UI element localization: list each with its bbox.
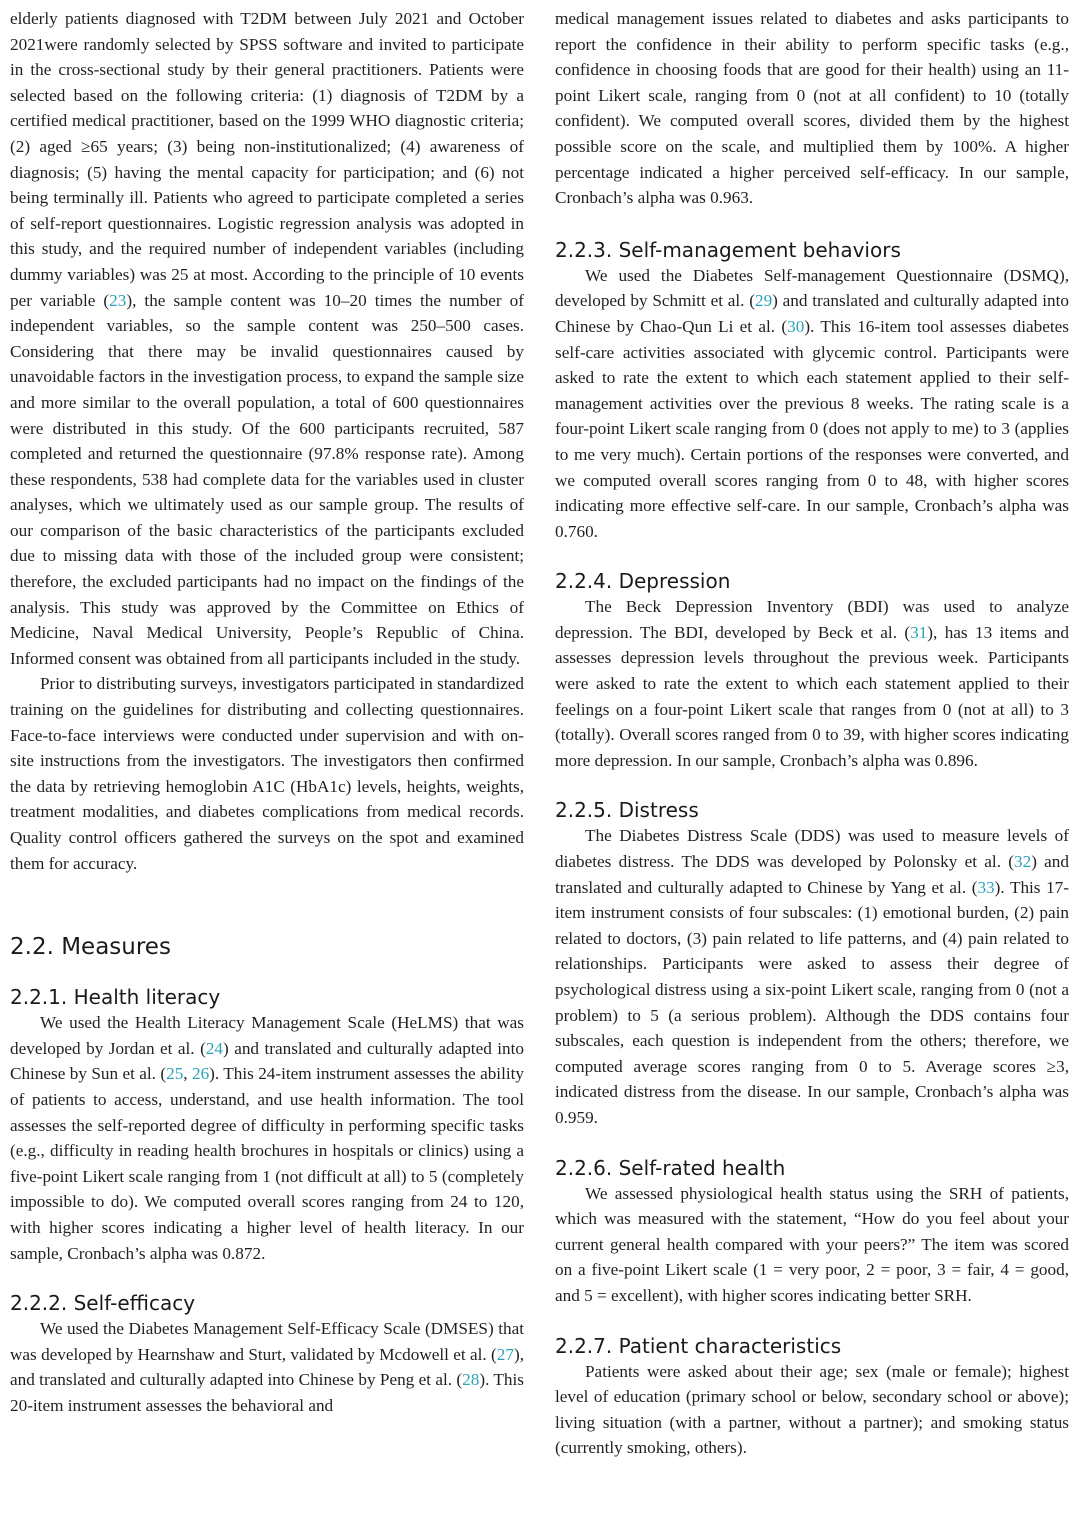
paragraph-health-literacy: We used the Health Literacy Management Scale (HeLMS) that was developed by Jordan et al. (24) and translated and culturally adapted into Chinese by Sun et al. (25, 26). This 24-item instrument assesses the ability of patients to access, understand, and use health information. The tool assesses the self-reported degree of difficulty in performing specific tasks (e.g., difficulty in reading health brochures in hospitals or clinics) using a five-point Likert scale ranging from 1 (not difficult at all) to 5 (completely impossible to do). We computed overall scores ranging from 24 to 120, with higher scores indicating a higher level of health literacy. In our sample, Cronbach’s alpha was 0.872. <box>10 1013 525 1263</box>
section-heading-measures: 2.2. Measures <box>10 934 171 961</box>
subsection-heading-self-management: 2.2.3. Self-management behaviors <box>555 237 901 262</box>
paragraph-self-management: We used the Diabetes Self-management Questionnaire (DSMQ), developed by Schmitt et al. (29) and translated and culturally adapted into Chinese by Chao-Qun Li et al. (30). This 16-item tool assesses diabetes self-care activities associated with glycemic control. Participants were asked to rate the extent to which each statement applied to their self-management activities over the previous 8 weeks. The rating scale is a four-point Likert scale ranging from 0 (does not apply to me) to 3 (applies to me very much). Certain portions of the responses were converted, and we computed overall scores ranging from 0 to 48, with higher scores indicating more effective self-care. In our sample, Cronbach’s alpha was 0.760. <box>555 265 1070 541</box>
citation-link[interactable]: 31 <box>910 622 928 642</box>
citation-link[interactable]: 32 <box>1014 852 1032 872</box>
paragraph-self-efficacy-continued: medical management issues related to diabetes and asks participants to report the confidence in their ability to perform specific tasks (e.g., confidence in choosing foods that are good for their health) using an 11-point Likert scale, ranging from 0 (not at all confident) to 10 (totally confident). We computed overall scores, divided them by the highest possible score on the scale, and multiplied them by 100%. A higher percentage indicated a higher perceived self-efficacy. In our sample, Cronbach’s alpha was 0.963. <box>555 9 1069 208</box>
citation-link[interactable]: 28 <box>462 1370 480 1390</box>
citation-link[interactable]: 24 <box>205 1038 223 1058</box>
subsection-heading-self-rated-health: 2.2.6. Self-rated health <box>555 1155 786 1180</box>
subsection-heading-depression: 2.2.4. Depression <box>555 569 731 594</box>
paragraph-depression: The Beck Depression Inventory (BDI) was used to analyze depression. The BDI, developed by Beck et al. (31), has 13 items and assesses depression levels throughout the previous week. Participants were asked to rate the extent to which each statement applied to their feelings on a four-point Likert scale that ranges from 0 (not at all) to 3 (totally). Overall scores ranged from 0 to 39, with higher scores indicating more depression. In our sample, Cronbach’s alpha was 0.896. <box>555 597 1069 770</box>
subsection-heading-distress: 2.2.5. Distress <box>555 798 699 823</box>
paragraph-self-rated-health: We assessed physiological health status using the SRH of patients, which was measured with the statement, “How do you feel about your current general health compared with your peers?” The item was scored on a five-point Likert scale (1 = very poor, 2 = poor, 3 = fair, 4 = good, and 5 = excellent), with higher scores indicating better SRH. <box>555 1183 1069 1305</box>
citation-link[interactable]: 33 <box>977 877 995 897</box>
paragraph-patient-characteristics: Patients were asked about their age; sex (male or female); highest level of education (primary school or below, secondary school or above); living situation (with a partner, without a partner); and smoking status (currently smoking, others). <box>555 1361 1069 1458</box>
subsection-heading-health-literacy: 2.2.1. Health literacy <box>10 985 221 1010</box>
citation-link[interactable]: 25 <box>166 1064 184 1084</box>
paragraph-participants: elderly patients diagnosed with T2DM between July 2021 and October 2021were randomly selected by SPSS software and invited to participate in the cross-sectional study by their general practitioners. Patients were selected based on the following criteria: (1) diagnosis of T2DM by a certified medical practitioner, based on the 1999 WHO diagnostic criteria; (2) aged ≥65 years; (3) being non-institutionalized; (4) awareness of diagnosis; (5) having the mental capacity for participation; and (6) not being terminally ill. Patients who agreed to participate completed a series of self-report questionnaires. Logistic regression analysis was adopted in this study, and the required number of independent variables (including dummy variables) was 25 at most. According to the principle of 10 events per variable (23), the sample content was 10–20 times the number of independent variables, so the sample content was 250–500 cases. Considering that there may be invalid questionnaires caused by unavoidable factors in the investigation process, to expand the sample size and more similar to the overall population, a total of 600 questionnaires were distributed in this study. Of the 600 participants recruited, 587 completed and returned the questionnaire (97.8% response rate). Among these respondents, 538 had complete data for the variables used in cluster analyses, which we ultimately used as our sample group. The results of our comparison of the basic characteristics of the participants excluded due to missing data with those of the included group were consistent; therefore, the excluded participants had no impact on the findings of the analysis. This study was approved by the Committee on Ethics of Medicine, Naval Medical University, People’s Republic of China. Informed consent was obtained from all participants included in the study. <box>10 9 524 668</box>
subsection-heading-self-efficacy: 2.2.2. Self-efficacy <box>10 1291 196 1316</box>
paragraph-self-efficacy: We used the Diabetes Management Self-Efficacy Scale (DMSES) that was developed by Hearnshaw and Sturt, validated by Mcdowell et al. (27), and translated and culturally adapted into Chinese by Peng et al. (28). This 20-item instrument assesses the behavioral and <box>10 1319 524 1415</box>
right-column <box>555 6 1069 1461</box>
citation-link[interactable]: 26 <box>191 1064 210 1084</box>
citation-link[interactable]: 27 <box>496 1344 514 1364</box>
paragraph-training: Prior to distributing surveys, investigators participated in standardized training on the guidelines for distributing and collecting questionnaires. Face-to-face interviews were conducted under supervision and with on-site instructions from the investigators. The investigators then confirmed the data by retrieving hemoglobin A1C (HbA1c) levels, heights, weights, treatment modalities, and diabetes complications from medical records. Quality control officers gathered the surveys on the spot and examined them for accuracy. <box>10 674 524 873</box>
paragraph-distress: The Diabetes Distress Scale (DDS) was used to measure levels of diabetes distress. The DDS was developed by Polonsky et al. (32) and translated and culturally adapted to Chinese by Yang et al. (33). This 17-item instrument consists of four subscales: (1) emotional burden, (2) pain related to doctors, (3) pain related to life patterns, and (4) pain related to relationships. Participants were asked to assess their degree of psychological distress using a six-point Likert scale, ranging from 0 (not a problem) to 5 (a serious problem). Although the DDS contains four subscales, each question is independent from the others; therefore, we computed average scores ranging from 0 to 5. Average scores ≥3, indicated distress from the disease. In our sample, Cronbach’s alpha was 0.959. <box>555 826 1069 1127</box>
subsection-heading-patient-characteristics: 2.2.7. Patient characteristics <box>555 1333 842 1358</box>
citation-link[interactable]: 29 <box>754 291 773 311</box>
left-column <box>10 6 524 1419</box>
citation-link[interactable]: 30 <box>787 316 805 336</box>
citation-link[interactable]: 23 <box>109 290 127 310</box>
